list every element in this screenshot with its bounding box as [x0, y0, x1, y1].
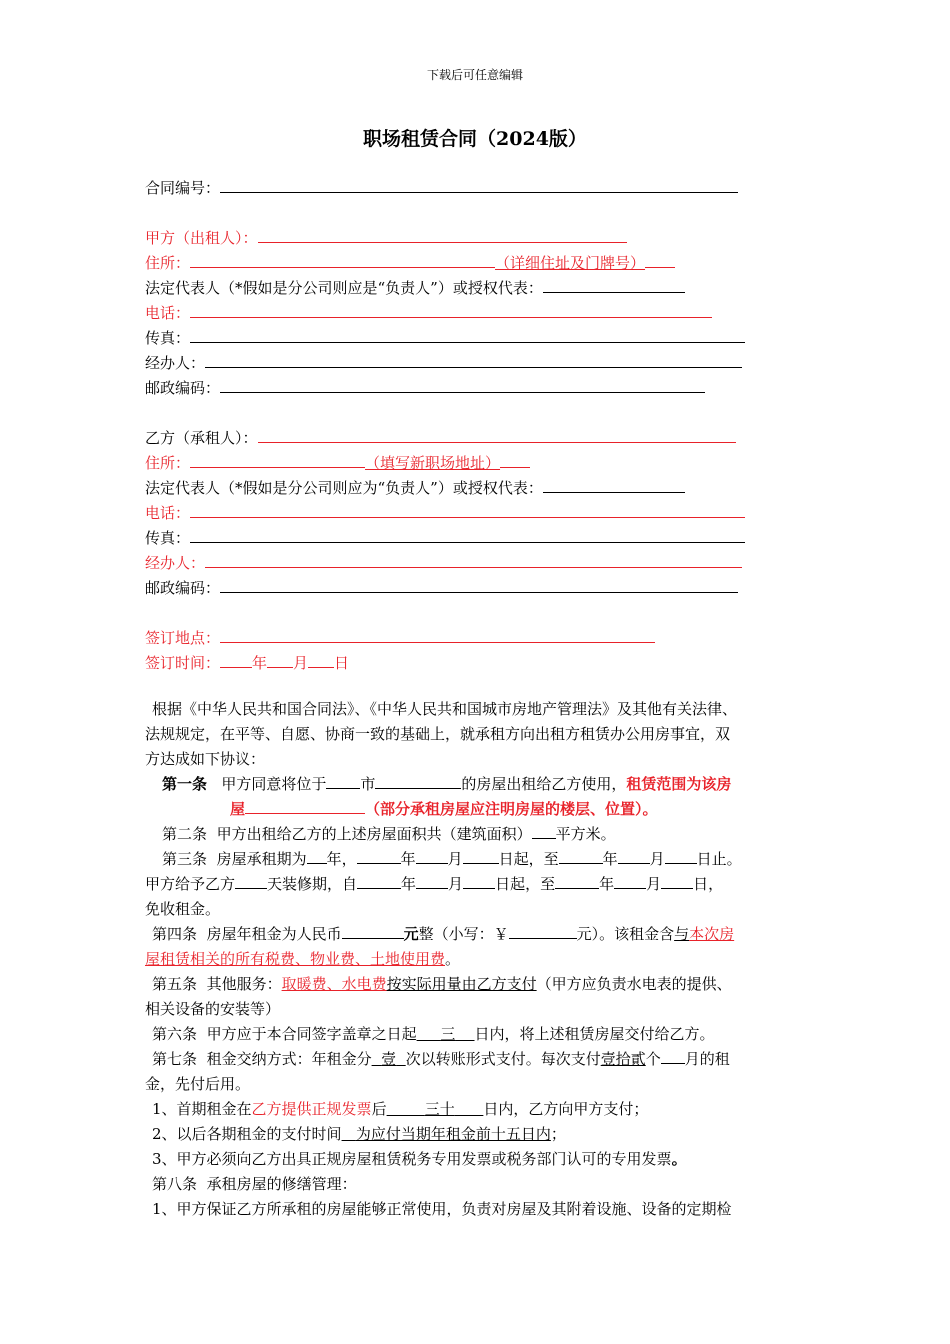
lease-start-year-field[interactable] [357, 848, 401, 864]
article-2-unit: 平方米。 [555, 825, 616, 843]
lease-start-month-field[interactable] [416, 848, 448, 864]
article-3-text-3: 天装修期，自 [267, 875, 358, 893]
article-1-label: 第一条 [162, 775, 208, 793]
sign-time-label: 签订时间： [145, 654, 221, 672]
party-b-address-line [145, 452, 530, 473]
deco-end-year-field[interactable] [555, 873, 599, 889]
party-b-phone-field[interactable] [190, 502, 745, 518]
article-4-text: 房屋年租金为人民币 [206, 925, 342, 943]
payment-2-text: 2、以后各期租金的支付时间 [152, 1125, 342, 1143]
article-1-location-field[interactable] [375, 773, 461, 789]
payment-3-end: 。 [671, 1150, 687, 1168]
article-5-text: 其他服务： [206, 975, 282, 993]
annual-rent-unit: 元 [403, 925, 419, 943]
article-6-text-2: 日内，将上述租赁房屋交付给乙方。 [474, 1025, 715, 1043]
article-2-area-field[interactable] [532, 823, 556, 839]
annual-rent-number-field[interactable] [509, 923, 577, 939]
lease-years-unit: 年， [326, 850, 357, 868]
article-7-line-1 [152, 1047, 730, 1072]
payment-1-text-3: 日内，乙方向甲方支付； [483, 1100, 649, 1118]
lease-end-month-field[interactable] [618, 848, 650, 864]
lease-start-year-unit: 年 [400, 850, 416, 868]
article-3-line-3: 免收租金。 [145, 900, 221, 918]
party-b-fax-line [145, 527, 745, 548]
article-4-text-2: 整（小写：￥ [418, 925, 509, 943]
party-a-phone-line [145, 302, 712, 323]
party-a-name-field[interactable] [258, 227, 627, 243]
article-1-scope-note: （部分承租房屋应注明房屋的楼层、位置）。 [365, 800, 658, 818]
intro-line-1: 根据《中华人民共和国合同法》、《中华人民共和国城市房地产管理法》及其他有关法律、 [152, 700, 738, 718]
party-b-rep-line [145, 477, 685, 498]
article-2 [162, 822, 616, 847]
decoration-days-field[interactable] [235, 873, 267, 889]
article-3-label: 第三条 [162, 850, 208, 868]
party-b-postal-line [145, 577, 738, 598]
deco-start-month-field[interactable] [416, 873, 448, 889]
party-a-address-line [145, 252, 675, 273]
deco-end-month-unit: 月 [646, 875, 662, 893]
party-a-agent-label: 经办人： [145, 354, 206, 372]
article-3-text-2: 甲方给予乙方 [145, 875, 236, 893]
party-a-phone-field[interactable] [190, 302, 712, 318]
party-a-address-tail [645, 252, 675, 268]
party-b-fax-field[interactable] [190, 527, 745, 543]
deco-end-day-field[interactable] [661, 873, 693, 889]
party-b-agent-line [145, 552, 742, 573]
intro-line-2: 法规规定，在平等、自愿、协商一致的基础上，就承租方向出租方租赁办公用房事宜，双 [145, 725, 731, 743]
party-b-address-tail [500, 452, 530, 468]
article-1-scope-2: 屋 [230, 800, 246, 818]
party-a-postal-field[interactable] [220, 377, 705, 393]
payment-1-text: 1、首期租金在 [152, 1100, 252, 1118]
party-b-agent-field[interactable] [205, 552, 742, 568]
lease-end-year-unit: 年 [602, 850, 618, 868]
party-b-fax-label: 传真： [145, 529, 191, 547]
party-b-address-field[interactable] [190, 452, 365, 468]
payment-1-text-2: 后 [371, 1100, 387, 1118]
article-4-text-3: 元）。该租金含 [576, 925, 675, 943]
payment-1-days-value: 三十 [424, 1100, 455, 1118]
party-b-name-line [145, 427, 736, 448]
deco-end-day-unit: 日， [693, 875, 724, 893]
article-7-text-4: 月的租 [684, 1050, 730, 1068]
party-b-address-hint: （填写新职场地址） [365, 454, 501, 472]
party-a-fax-label: 传真： [145, 329, 191, 347]
sign-month-unit: 月 [293, 654, 309, 672]
article-2-text: 甲方出租给乙方的上述房屋面积共（建筑面积） [216, 825, 532, 843]
article-8-text: 承租房屋的修缮管理： [206, 1175, 357, 1193]
article-7-times[interactable] [372, 1050, 406, 1068]
repair-item-1: 1、甲方保证乙方所承租的房屋能够正常使用，负责对房屋及其附着设施、设备的定期检 [152, 1200, 732, 1218]
article-1-text: 甲方同意将位于 [221, 775, 327, 793]
payment-2-text-2: ； [550, 1125, 566, 1143]
party-a-address-hint: （详细住址及门牌号） [495, 254, 646, 272]
party-a-agent-field[interactable] [205, 352, 742, 368]
lease-end-year-field[interactable] [559, 848, 603, 864]
party-a-rep-field[interactable] [543, 277, 685, 293]
article-5-note: （甲方应负责水电表的提供、 [536, 975, 732, 993]
sign-place-line [145, 627, 655, 648]
annual-rent-field[interactable] [342, 923, 404, 939]
article-4-text-4: 与 [674, 925, 690, 943]
party-a-agent-line [145, 352, 742, 373]
party-b-postal-label: 邮政编码： [145, 579, 221, 597]
article-7-label: 第七条 [152, 1050, 198, 1068]
contract-number-line [145, 177, 738, 198]
party-a-address-label: 住所： [145, 254, 191, 272]
article-1-scope-field[interactable] [245, 798, 365, 814]
article-4-line-2 [145, 947, 460, 972]
article-7-times-value: 壹 [381, 1050, 397, 1068]
payment-item-3 [152, 1147, 687, 1172]
party-b-phone-line [145, 502, 745, 523]
party-a-postal-label: 邮政编码： [145, 379, 221, 397]
lease-end-day-field[interactable] [665, 848, 697, 864]
article-4-end: 。 [445, 950, 461, 968]
party-a-fax-line [145, 327, 745, 348]
deco-start-year-field[interactable] [357, 873, 401, 889]
deco-end-year-unit: 年 [599, 875, 615, 893]
sign-year-unit: 年 [252, 654, 268, 672]
article-7-text: 租金交纳方式：年租金分 [206, 1050, 372, 1068]
article-6-days-value: 三 [440, 1025, 456, 1043]
lease-start-day-field[interactable] [463, 848, 499, 864]
party-a-address-field[interactable] [190, 252, 495, 268]
article-8-label: 第八条 [152, 1175, 198, 1193]
article-7-months[interactable]: 壹拾貳 [600, 1050, 646, 1068]
intro-line-3: 方达成如下协议： [145, 750, 266, 768]
sign-time-line [145, 652, 349, 673]
party-a-name-label: 甲方（出租人）： [145, 229, 258, 247]
payment-item-2 [152, 1122, 566, 1147]
deco-start-year-unit: 年 [401, 875, 417, 893]
party-a-fax-field[interactable] [190, 327, 745, 343]
page-header: 下载后可任意编辑 [426, 68, 523, 82]
lease-start-month-unit: 月 [447, 850, 463, 868]
party-b-phone-label: 电话： [145, 504, 191, 522]
article-4-included: 本次房 [689, 925, 735, 943]
article-3-line-1 [162, 847, 742, 872]
article-7-line-2: 金，先付后用。 [145, 1075, 251, 1093]
sign-place-field[interactable] [220, 627, 655, 643]
article-6-text: 甲方应于本合同签字盖章之日起 [206, 1025, 417, 1043]
article-5-line-2: 相关设备的安装等） [145, 1000, 281, 1018]
sign-day-field[interactable] [308, 652, 334, 668]
article-1-scope: 租赁范围为该房 [626, 775, 732, 793]
deco-end-month-field[interactable] [614, 873, 646, 889]
deco-start-month-unit: 月 [448, 875, 464, 893]
article-7-text-2: 次以转账形式支付。每次支付 [405, 1050, 601, 1068]
party-b-name-field[interactable] [258, 427, 736, 443]
party-b-postal-field[interactable] [220, 577, 738, 593]
article-1-line-1 [162, 772, 731, 797]
contract-number-label: 合同编号： [145, 179, 221, 197]
article-3-line-2 [145, 872, 723, 897]
party-a-phone-label: 电话： [145, 304, 191, 322]
article-3-text: 房屋承租期为 [216, 850, 307, 868]
article-6-days[interactable] [417, 1025, 475, 1043]
lease-start-day-unit: 日起，至 [498, 850, 559, 868]
sign-day-unit: 日 [334, 654, 350, 672]
article-5-label: 第五条 [152, 975, 198, 993]
party-a-rep-label: 法定代表人（*假如是分公司则应是“负责人”）或授权代表： [145, 279, 543, 297]
article-6 [152, 1022, 715, 1047]
payment-item-1 [152, 1097, 648, 1122]
payment-2-time-value: 为应付当期年租金前十五日内 [355, 1125, 551, 1143]
party-b-rep-field[interactable] [543, 477, 685, 493]
article-8 [152, 1172, 357, 1197]
article-4-included-2: 屋租赁相关的所有税费、物业费、土地使用费 [145, 950, 446, 968]
deco-start-day-field[interactable] [463, 873, 495, 889]
party-a-postal-line [145, 377, 705, 398]
article-1-city-field[interactable] [326, 773, 360, 789]
article-1-city-unit: 市 [360, 775, 376, 793]
party-b-name-label: 乙方（承租人）： [145, 429, 258, 447]
party-a-rep-line [145, 277, 685, 298]
article-6-label: 第六条 [152, 1025, 198, 1043]
article-4-label: 第四条 [152, 925, 198, 943]
party-b-address-label: 住所： [145, 454, 191, 472]
deco-start-day-unit: 日起，至 [495, 875, 556, 893]
contract-number-field[interactable] [220, 177, 738, 193]
article-1-text-2: 的房屋出租给乙方使用， [461, 775, 627, 793]
payment-1-days[interactable] [387, 1100, 484, 1118]
sign-place-label: 签订地点： [145, 629, 221, 647]
article-4-line-1 [152, 922, 734, 947]
article-1-line-2 [230, 797, 658, 822]
lease-years-field[interactable] [307, 848, 327, 864]
article-7-blank[interactable] [661, 1048, 685, 1064]
payment-3-text: 3、甲方必须向乙方出具正规房屋租赁税务专用发票或税务部门认可的专用发票 [152, 1150, 672, 1168]
article-5-payment: 按实际用量由乙方支付 [386, 975, 537, 993]
party-a-name-line [145, 227, 627, 248]
article-2-label: 第二条 [162, 825, 208, 843]
payment-2-time[interactable] [342, 1125, 551, 1143]
document-title: 职场租赁合同（2024版） [363, 128, 587, 150]
lease-end-day-unit: 日止。 [696, 850, 742, 868]
sign-year-field[interactable] [220, 652, 252, 668]
article-5-services: 取暖费、水电费 [281, 975, 387, 993]
sign-month-field[interactable] [267, 652, 293, 668]
payment-1-invoice: 乙方提供正规发票 [251, 1100, 372, 1118]
lease-end-month-unit: 月 [649, 850, 665, 868]
party-b-rep-label: 法定代表人（*假如是分公司则应为“负责人”）或授权代表： [145, 479, 543, 497]
party-b-agent-label: 经办人： [145, 554, 206, 572]
article-5-line-1 [152, 972, 732, 997]
article-7-text-3: 个 [645, 1050, 661, 1068]
